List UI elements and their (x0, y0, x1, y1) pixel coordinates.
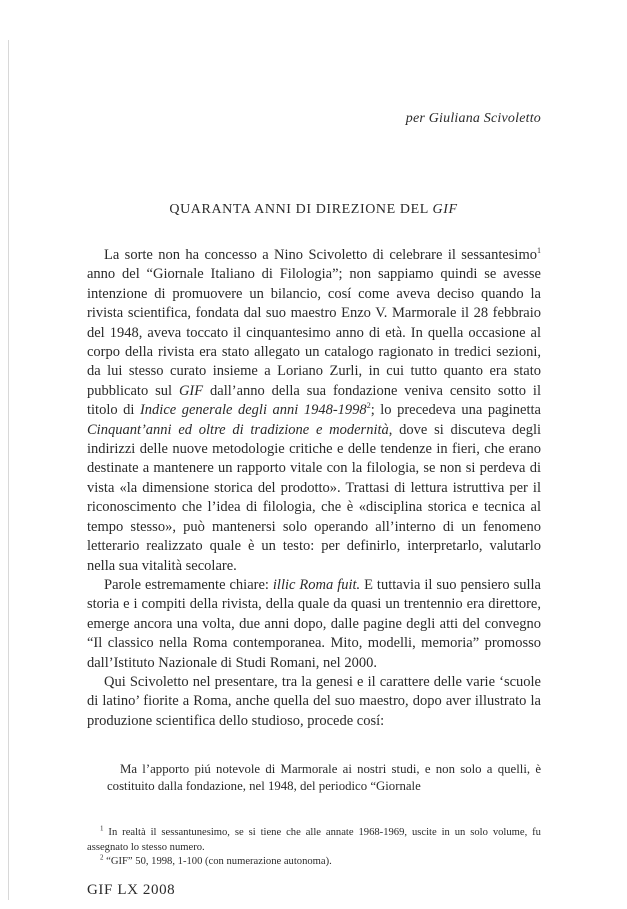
author-prefix: per (405, 111, 426, 126)
footnote (87, 826, 541, 855)
index-title: Indice generale degli anni 1948-1998 (139, 402, 367, 419)
essay-title: Cinquant’anni ed oltre di tradizione e modernità (87, 421, 389, 438)
article-body (87, 246, 541, 731)
page-binding-line (8, 40, 9, 900)
paragraph-3: Qui Scivoletto nel presentare, tra la genesi e il carattere delle varie ‘scuole di latino’ fiorite a Roma, anche quella del suo maestro, dopo aver illustrato la produzione scientifica dello studioso, procede cosí: (87, 673, 541, 729)
footnote (87, 855, 541, 870)
paragraph-2-text-2: E tuttavia il suo pensiero sulla storia e i compiti della rivista, della quale da quasi un trentennio era direttore, emerge ancora una volta, due anni dopo, dalle pagine degli atti del convegno “Il classico nella Roma contemporanea. Mito, modelli, memoria” promosso dall’Istituto Nazionale di Studi Romani, nel 2000. (87, 576, 541, 671)
author-name: Giuliana Scivoletto (428, 111, 541, 126)
paragraph-1-text-2: anno del “Giornale Italiano di Filologia”; non sappiamo quindi se avesse intenzione di promuovere un bilancio, cosí come aveva deciso quando la rivista scientifica, fondata dal suo maestro Enzo V. Marmorale il 28 febbraio del 1948, aveva toccato il cinquantesimo anno di età. In quella occasione al corpo della rivista era stato allegato un catalogo ragionato in tredici sezioni, da lui stesso curato insieme a Loriano Zurli, in cui tutto quanto era stato pubblicato sul (87, 266, 541, 399)
article-title (0, 202, 627, 218)
footnotes (87, 826, 541, 870)
title-journal: GIF (432, 202, 458, 217)
paragraph-2-text-1: Parole estremamente chiare: (104, 576, 273, 593)
paragraph-1-text-5: , dove si discuteva degli indirizzi delle nuove metodologie critiche e delle tendenze in fieri, che erano destinate a mantenere un rapporto vitale con la filologia, se non si perdeva di vista «la dimensione storica del prodotto». Trattasi di lettura istruttiva per il riconoscimento che l’idea di filologia, che è «disciplina storica e tecnica al tempo stesso», può mantenersi solo operando all’interno di un fenomeno letterario realizzato quale è un testo: per definirlo, interpretarlo, valutarlo nella sua vitalità secolare. (87, 421, 542, 574)
title-text: QUARANTA ANNI DI DIREZIONE DEL (169, 202, 429, 217)
footnote-text: “GIF” 50, 1998, 1-100 (con numerazione autonoma). (106, 856, 332, 868)
paragraph-1-text-3: dall’anno della sua fondazione veniva censito sotto il titolo di (87, 382, 541, 419)
quote-text: Ma l’apporto piú notevole di Marmorale ai nostri studi, e non solo a quelli, è costituito dalla fondazione, nel 1948, del periodico “Giornale (107, 762, 541, 793)
page-footer: GIF LX 2008 (87, 882, 176, 898)
author-line (406, 111, 541, 127)
footnote-text: In realtà il sessantunesimo, se si tiene che alle annate 1968-1969, uscite in un solo volume, fu assegnato lo stesso numero. (87, 827, 541, 853)
footnote-number: 1 (100, 824, 104, 833)
paragraph-1-text-1: La sorte non ha concesso a Nino Scivoletto di celebrare il sessantesimo (104, 247, 537, 263)
footnote-ref-2: 2 (366, 401, 371, 411)
paragraph-1 (87, 246, 541, 576)
journal-abbrev: GIF (178, 382, 204, 399)
latin-phrase: illic Roma fuit. (272, 576, 361, 593)
paragraph-1-text-4: ; lo precedeva una paginetta (370, 402, 541, 419)
block-quote (107, 761, 541, 795)
paragraph-2 (87, 576, 541, 673)
footnote-ref-1: 1 (537, 246, 541, 256)
footnote-number: 2 (100, 853, 104, 862)
